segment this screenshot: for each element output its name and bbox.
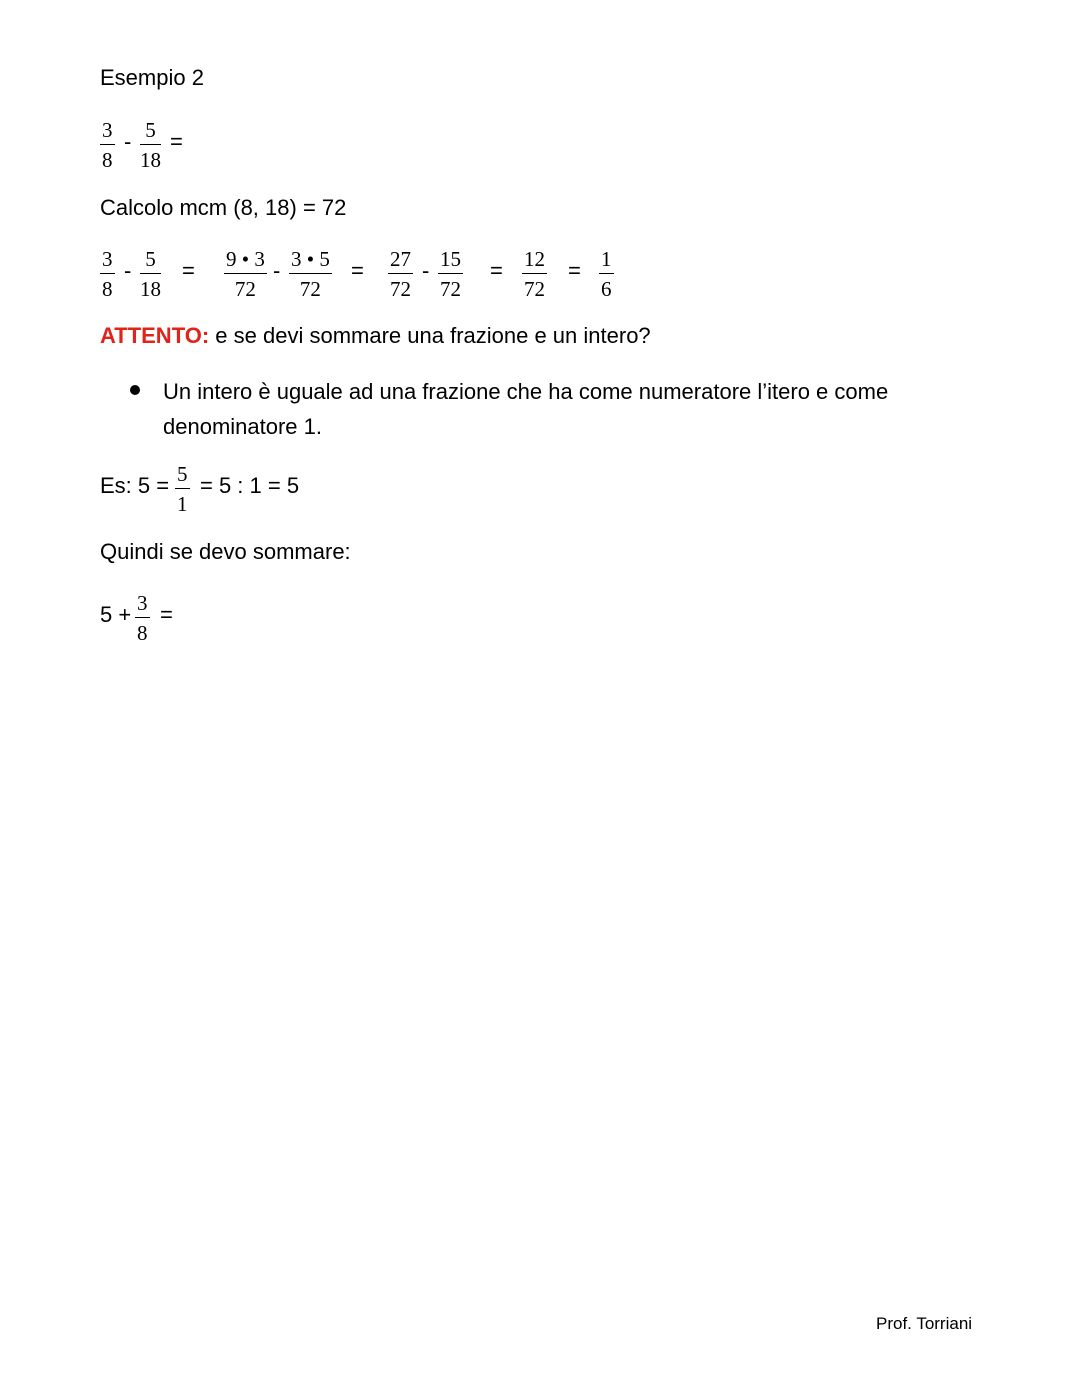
fraction: [175, 462, 190, 516]
denominator: 8: [102, 277, 113, 301]
numerator: 1: [599, 247, 614, 274]
denominator: 18: [140, 148, 161, 172]
fraction: [388, 247, 413, 301]
denominator: 1: [177, 492, 188, 516]
quindi-line: Quindi se devo sommare:: [100, 539, 351, 564]
denominator: 72: [390, 277, 411, 301]
minus-operator: -: [124, 258, 132, 283]
numerator: 15: [438, 247, 463, 274]
minus-operator: -: [124, 129, 132, 154]
numerator: 3: [135, 591, 150, 618]
numerator: 9 • 3: [224, 247, 267, 274]
section-heading: Esempio 2: [100, 65, 204, 90]
bullet-text: Un intero è uguale ad una frazione che ha come numeratore l’itero e come denominatore 1.: [163, 379, 889, 439]
minus-operator: -: [273, 258, 281, 283]
calculation-chain: [100, 247, 660, 307]
footer-author: Prof. Torriani: [876, 1314, 973, 1333]
denominator: 18: [140, 277, 161, 301]
equals-operator: =: [182, 258, 195, 283]
attention-text: e se devi sommare una frazione e un intero?: [209, 323, 651, 348]
denominator: 8: [102, 148, 113, 172]
example-integer: [100, 462, 400, 522]
attention-line: [100, 322, 651, 350]
minus-operator: -: [422, 258, 430, 283]
fraction: [100, 247, 115, 301]
fraction: [140, 118, 161, 172]
sum-expression: [100, 591, 220, 651]
numerator: 5: [140, 118, 161, 145]
sum-prefix: 5 +: [100, 602, 132, 627]
numerator: 5: [175, 462, 190, 489]
denominator: 72: [524, 277, 545, 301]
mcm-line: Calcolo mcm (8, 18) = 72: [100, 195, 347, 220]
fraction: [438, 247, 463, 301]
bullet-icon: [130, 385, 140, 395]
attention-label: ATTENTO:: [100, 323, 210, 348]
denominator: 72: [440, 277, 461, 301]
denominator: 6: [601, 277, 612, 301]
fraction: [522, 247, 547, 301]
denominator: 8: [137, 621, 148, 645]
numerator: 3: [100, 247, 115, 274]
fraction: [135, 591, 150, 645]
numerator: 5: [140, 247, 161, 274]
equals-operator: =: [568, 258, 581, 283]
equals-operator: =: [160, 602, 173, 627]
equals-operator: =: [170, 129, 183, 154]
numerator: 12: [522, 247, 547, 274]
denominator: 72: [234, 277, 256, 301]
numerator: 27: [388, 247, 413, 274]
numerator: 3 • 5: [289, 247, 332, 274]
fraction: [140, 247, 161, 301]
es-suffix: = 5 : 1 = 5: [200, 473, 300, 498]
fraction: [100, 118, 115, 172]
denominator: 72: [299, 277, 321, 301]
es-prefix: Es: 5 =: [100, 473, 170, 498]
fraction: [224, 247, 267, 301]
fraction: [599, 247, 614, 301]
equals-operator: =: [351, 258, 364, 283]
numerator: 3: [100, 118, 115, 145]
equals-operator: =: [490, 258, 503, 283]
fraction: [289, 247, 332, 301]
